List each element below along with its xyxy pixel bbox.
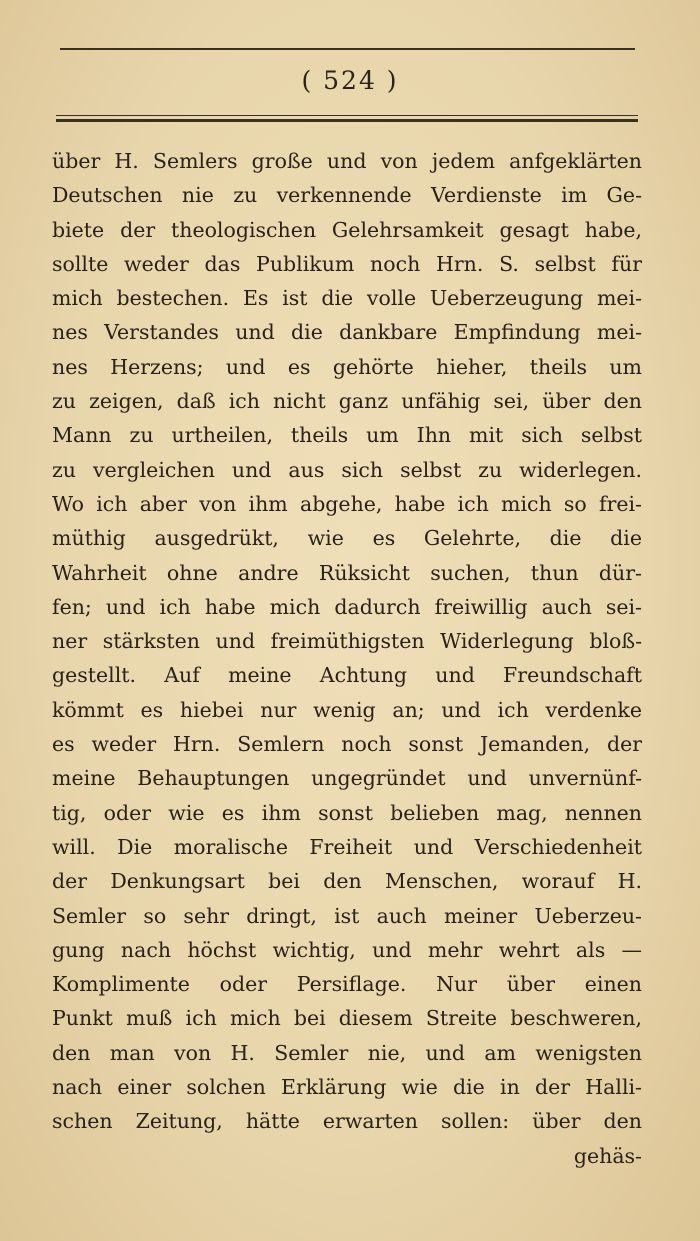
header-rule-top [60,48,635,50]
text-line: fen; und ich habe mich dadurch freiwillig auch sei- [52,594,642,619]
text-line: nes Herzens; und es gehörte hieher, theils um [52,354,642,379]
text-line: gestellt. Auf meine Achtung und Freundschaft [52,663,642,688]
text-line: Mann zu urtheilen, theils um Ihn mit sich selbst [52,423,642,448]
header-rule-thin [56,115,638,116]
text-line: biete der theologischen Gelehrsamkeit gesagt habe, [52,217,642,242]
page-number: ( 524 ) [301,66,399,95]
text-line: Komplimente oder Persiflage. Nur über einen [52,972,642,997]
catchword: gehäs- [573,1143,642,1168]
text-line: müthig ausgedrükt, wie es Gelehrte, die die [52,526,642,551]
body-text [52,144,642,1173]
text-line: über H. Semlers große und von jedem anfgeklärten [52,149,642,173]
text-line: Wo ich aber von ihm abgehe, habe ich mich so frei- [52,491,642,516]
text-line: es weder Hrn. Semlern noch sonst Jemanden, der [52,732,642,757]
text-line: zu zeigen, daß ich nicht ganz unfähig sei, über den [52,389,642,414]
text-line: schen Zeitung, hätte erwarten sollen: über den [52,1109,642,1134]
text-line: Semler so sehr dringt, ist auch meiner Ueberzeu- [52,903,642,928]
header-rule-thick [56,119,638,122]
text-line: kömmt es hiebei nur wenig an; und ich verdenke [52,697,642,722]
text-line: Punkt muß ich mich bei diesem Streite beschweren, [52,1006,642,1031]
text-line: nach einer solchen Erklärung wie die in der Halli- [52,1075,642,1100]
text-line: Wahrheit ohne andre Rüksicht suchen, thun dür- [52,560,642,585]
text-line: will. Die moralische Freiheit und Verschiedenheit [52,834,642,859]
text-line: nes Verstandes und die dankbare Empfindung mei- [52,320,642,345]
text-line: Deutschen nie zu verkennende Verdienste im Ge- [52,183,642,208]
text-line: den man von H. Semler nie, und am wenigsten [52,1040,642,1065]
text-line: ner stärksten und freimüthigsten Widerlegung bloß- [52,629,642,654]
text-line: tig, oder wie es ihm sonst belieben mag, nennen [52,800,642,825]
text-line: mich bestechen. Es ist die volle Ueberzeugung mei- [52,286,642,311]
text-line: der Denkungsart bei den Menschen, worauf H. [52,869,642,894]
text-line: gung nach höchst wichtig, und mehr wehrt als — [52,937,642,962]
text-line: zu vergleichen und aus sich selbst zu widerlegen. [52,457,642,482]
text-line: meine Behauptungen ungegründet und unvernünf- [52,766,642,791]
text-line: sollte weder das Publikum noch Hrn. S. selbst für [52,251,642,276]
